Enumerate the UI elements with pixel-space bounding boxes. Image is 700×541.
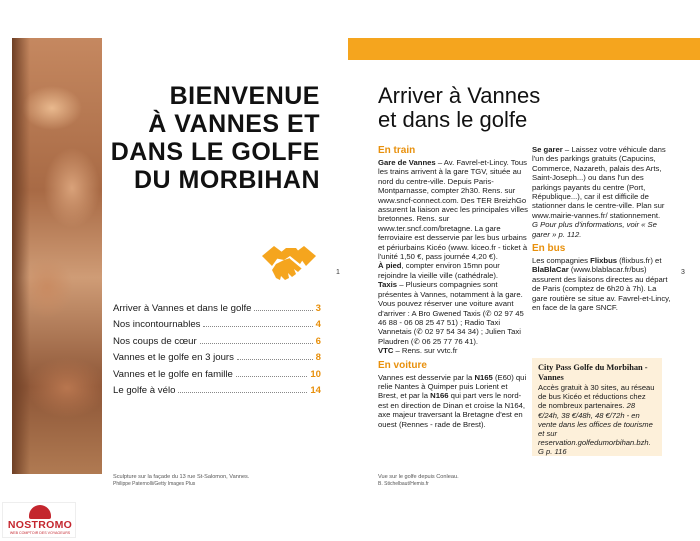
text-bus-c: (www.blablacar.fr/bus) assurent des liaisons directes au départ de Paris (comptez de 6h20 à 7h). La gare routière se situe av. Favrel-et-Lincy, en face de la gare SNCF. bbox=[532, 265, 671, 313]
toc-label: Vannes et le golfe en 3 jours bbox=[113, 352, 234, 363]
toc-leader bbox=[178, 392, 307, 393]
city-pass-box bbox=[532, 358, 662, 456]
text-voiture-b: (E60) qui relie Nantes à Quimper puis Lorient et Brest, et par la bbox=[378, 372, 527, 401]
toc-item[interactable] bbox=[113, 330, 321, 347]
toc-item[interactable] bbox=[113, 380, 321, 397]
page-title bbox=[111, 82, 320, 194]
text-vtc: – Rens. sur vvtc.fr bbox=[393, 346, 458, 356]
brand-flixbus: Flixbus bbox=[590, 256, 618, 266]
toc-page-number: 6 bbox=[315, 335, 321, 347]
section-title-line: Arriver à Vannes bbox=[378, 83, 541, 108]
section-title-line: et dans le golfe bbox=[378, 107, 528, 132]
section-title bbox=[378, 84, 540, 132]
page-number-right: 3 bbox=[681, 269, 685, 276]
toc-page-number: 8 bbox=[315, 352, 321, 363]
paragraph-pied bbox=[378, 261, 528, 280]
label-se-garer: Se garer bbox=[532, 145, 563, 154]
logo-mark bbox=[29, 505, 51, 519]
toc-item[interactable] bbox=[113, 314, 321, 331]
paragraph-bus bbox=[532, 256, 672, 312]
toc-leader bbox=[203, 326, 312, 327]
title-line: DANS LE GOLFE bbox=[110, 138, 320, 166]
city-pass-description: Accès gratuit à 30 sites, au réseau de bus Kicéo et réductions chez de nombreux partenaires. bbox=[538, 383, 655, 411]
paragraph-vtc bbox=[378, 346, 528, 355]
title-line: BIENVENUE bbox=[169, 82, 320, 110]
caption-credit: B. Stichelbaut/Hemis.fr bbox=[378, 481, 429, 487]
road-n166: N166 bbox=[430, 391, 449, 401]
toc-page-number: 3 bbox=[315, 302, 321, 314]
label-pied: À pied bbox=[378, 261, 402, 271]
toc-leader bbox=[254, 310, 312, 311]
text-taxis: – Plusieurs compagnies sont présentes à Vannes, notamment à la gare. Vous pouvez réserver une voiture avant d'arriver : A Bro Gwened Taxis (✆ 02 97 45 46 88 - 06 08 25 47 51) ; Radio Taxi Vannetais (✆ 02 97 54 34 34) ; Julien Taxi Plaudren (✆ 06 25 77 76 41). bbox=[378, 280, 524, 346]
toc-leader bbox=[200, 343, 313, 344]
paragraph-se-garer bbox=[532, 145, 672, 220]
paragraph-gare bbox=[378, 158, 528, 261]
label-taxis: Taxis bbox=[378, 280, 398, 290]
photo-shadow bbox=[12, 38, 30, 474]
text-pied: , compter environ 15mn pour rejoindre la vieille ville (cathédrale). bbox=[378, 261, 500, 280]
page-number-left: 1 bbox=[336, 269, 340, 276]
toc-item[interactable] bbox=[113, 347, 321, 364]
toc-page-number: 10 bbox=[310, 368, 321, 380]
label-gare: Gare de Vannes bbox=[378, 158, 436, 167]
toc-label: Arriver à Vannes et dans le golfe bbox=[113, 302, 252, 314]
caption-text: Vue sur le golfe depuis Conleau. bbox=[378, 474, 459, 480]
paragraph-voiture bbox=[378, 373, 528, 429]
brand-blablacar: BlaBlaCar bbox=[532, 265, 569, 275]
city-pass-title: City Pass Golfe du Morbihan - Vannes bbox=[538, 363, 648, 382]
text-bus-a: Les compagnies bbox=[532, 256, 591, 266]
heading-en-train: En train bbox=[378, 145, 416, 156]
city-pass-prices: 28 €/24h, 38 €/48h, 48 €/72h - en vente dans les offices de tourisme et sur reservation.golfedumorbihan.bzh. bbox=[538, 401, 653, 448]
nostromo-logo bbox=[2, 502, 76, 538]
logo-tagline: WEB COMPTOIR DES VOYAGEURS bbox=[9, 531, 71, 535]
toc-item[interactable] bbox=[113, 297, 321, 314]
road-n165: N165 bbox=[474, 372, 493, 382]
text-gare: – Av. Favrel-et-Lincy. Tous les trains arrivent à la gare TGV, située au nord du centre-ville. Depuis Paris-Montparnasse, compter 2h30. Rens. sur www.sncf-connect.com. Des TER BreizhGo assurent la liaison avec les principales villes bretonnes. Rens. sur www.ter.sncf.com/bretagne. La gare ferroviaire est desservie par les bus urbains et périurbains Kicéo (www. kiceo.fr - ticket à l'unité 1,50 €, pass journée 4,20 €). bbox=[378, 158, 528, 262]
toc-leader bbox=[236, 376, 308, 377]
toc-label: Nos incontournables bbox=[113, 319, 201, 330]
toc-item[interactable] bbox=[113, 363, 321, 380]
heading-en-voiture: En voiture bbox=[378, 359, 427, 371]
caption-text: Sculpture sur la façade du 13 rue St-Salomon, Vannes. bbox=[113, 474, 250, 480]
column-left bbox=[378, 143, 528, 429]
toc-page-number: 14 bbox=[310, 385, 321, 396]
photo-caption-right bbox=[378, 474, 459, 488]
text-bus-b: (flixbus.fr) et bbox=[617, 256, 662, 266]
paragraph-taxis bbox=[378, 280, 528, 346]
text-voiture-c: qui part vers le nord-est en direction de Dinan et croise la N164, axe majeur traversant la Bretagne d'est en ouest (Rennes - rade de Brest). bbox=[378, 391, 526, 429]
handshake-icon bbox=[260, 236, 318, 288]
city-pass-text bbox=[538, 383, 656, 447]
sculpture-photo bbox=[12, 38, 102, 474]
toc-label: Le golfe à vélo bbox=[113, 385, 176, 396]
label-vtc: VTC bbox=[378, 346, 394, 356]
toc-page-number: 4 bbox=[315, 319, 321, 330]
header-gap bbox=[102, 38, 348, 60]
title-line: À VANNES ET bbox=[148, 110, 320, 138]
reference-se-garer: G Pour plus d'informations, voir « Se garer » p. 112. bbox=[532, 220, 657, 239]
text-voiture-a: Vannes est desservie par la bbox=[378, 372, 475, 382]
table-of-contents bbox=[113, 297, 321, 396]
text-se-garer: – Laissez votre véhicule dans l'un des parkings gratuits (Capucins, Commerce, Nazareth, palais des Arts, Saint-Joseph...) ou dans l'un des parkings payants du centre (Port, République...), car il est difficile de stationner dans le centre-ville. Plan sur www.mairie-vannes.fr/ stationnement. bbox=[532, 145, 666, 220]
title-line: DU MORBIHAN bbox=[133, 166, 320, 194]
logo-name: NOSTROMO bbox=[7, 519, 73, 531]
city-pass-reference: G p. 116 bbox=[538, 447, 567, 457]
heading-en-bus: En bus bbox=[532, 243, 566, 255]
toc-label: Nos coups de cœur bbox=[113, 335, 197, 347]
column-right bbox=[532, 145, 672, 313]
toc-label: Vannes et le golfe en famille bbox=[113, 368, 233, 380]
toc-leader bbox=[237, 359, 313, 360]
caption-credit: Philippe Paternolli/Getty Images Plus bbox=[113, 481, 196, 487]
photo-caption-left bbox=[113, 474, 249, 488]
